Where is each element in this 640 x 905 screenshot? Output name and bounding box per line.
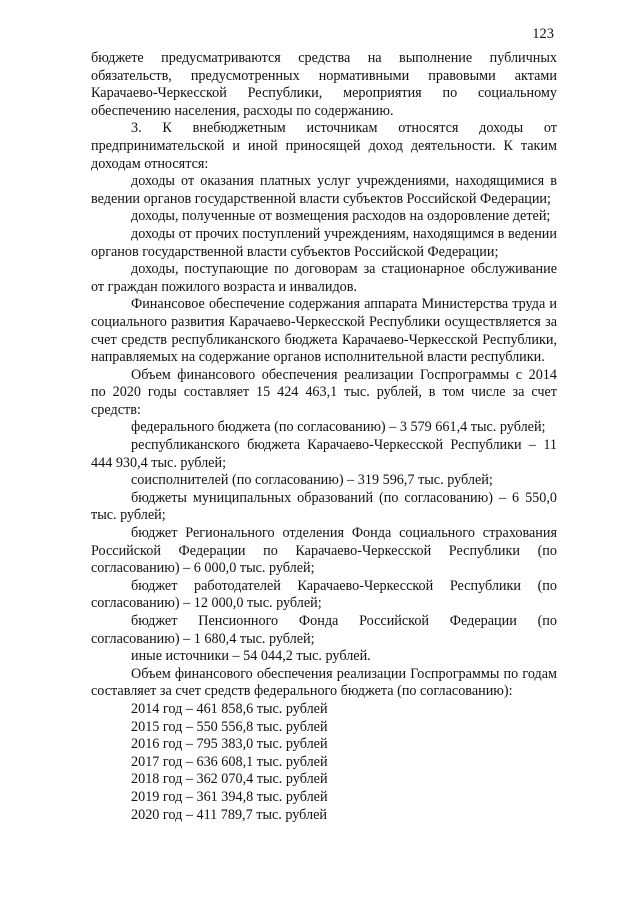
list-item: 2015 год – 550 556,8 тыс. рублей — [131, 718, 328, 735]
list-item: 2018 год – 362 070,4 тыс. рублей — [131, 771, 328, 788]
paragraph: доходы от оказания платных услуг учреждениями, находящимися в ведении органов государственной власти субъектов Российской Федерации; — [91, 173, 557, 207]
paragraph: Финансовое обеспечение содержания аппарата Министерства труда и социального развития Карачаево-Черкесской Республики осуществляется за счет средств республиканского бюджета Карачаево-Черкесской Республики, направляемых на содержание органов исполнительной власти республики. — [91, 296, 557, 366]
paragraph: 3. К внебюджетным источникам относятся доходы от предпринимательской и иной приносящей доход деятельности. К таким доходам относятся: — [91, 120, 557, 172]
paragraph: Объем финансового обеспечения реализации Госпрограммы по годам составляет за счет средств федерального бюджета (по согласованию): — [91, 665, 557, 700]
paragraph: доходы, полученные от возмещения расходов на оздоровление детей; — [131, 208, 551, 225]
page-number: 123 — [532, 26, 554, 42]
year-list — [91, 701, 557, 824]
paragraph: бюджеты муниципальных образований (по согласованию) – 6 550,0 тыс. рублей; — [91, 489, 557, 524]
list-item: 2020 год – 411 789,7 тыс. рублей — [131, 806, 328, 823]
paragraph: бюджет Регионального отделения Фонда социального страхования Российской Федерации по Карачаево-Черкесской Республики (по согласованию) – 6 000,0 тыс. рублей; — [91, 525, 557, 577]
list-item: 2014 год – 461 858,6 тыс. рублей — [131, 700, 328, 717]
list-item: 2017 год – 636 608,1 тыс. рублей — [131, 753, 328, 770]
list-item: 2016 год – 795 383,0 тыс. рублей — [131, 736, 328, 753]
paragraph: бюджет Пенсионного Фонда Российской Федерации (по согласованию) – 1 680,4 тыс. рублей; — [91, 613, 557, 647]
paragraph: соисполнителей (по согласованию) – 319 596,7 тыс. рублей; — [131, 472, 493, 489]
paragraph: бюджете предусматриваются средства на выполнение публичных обязательств, предусмотренных нормативными правовыми актами Карачаево-Черкесской Республики, мероприятия по социальному обеспечению населения, расходы по содержанию. — [91, 50, 557, 119]
list-item: 2019 год – 361 394,8 тыс. рублей — [131, 788, 328, 805]
paragraph: Объем финансового обеспечения реализации Госпрограммы с 2014 по 2020 годы составляет 15 424 463,1 тыс. рублей, в том числе за счет средств: — [91, 366, 557, 418]
paragraph: федерального бюджета (по согласованию) – 3 579 661,4 тыс. рублей; — [131, 419, 546, 436]
paragraph: бюджет работодателей Карачаево-Черкесской Республики (по согласованию) – 12 000,0 тыс. рублей; — [91, 577, 557, 612]
paragraph: республиканского бюджета Карачаево-Черкесской Республики – 11 444 930,4 тыс. рублей; — [91, 437, 557, 471]
paragraph: доходы от прочих поступлений учреждениям, находящимся в ведении органов государственной власти субъектов Российской Федерации; — [91, 225, 557, 260]
paragraph: доходы, поступающие по договорам за стационарное обслуживание от граждан пожилого возраста и инвалидов. — [91, 261, 557, 295]
body-text — [91, 50, 557, 824]
paragraph: иные источники – 54 044,2 тыс. рублей. — [131, 648, 371, 665]
